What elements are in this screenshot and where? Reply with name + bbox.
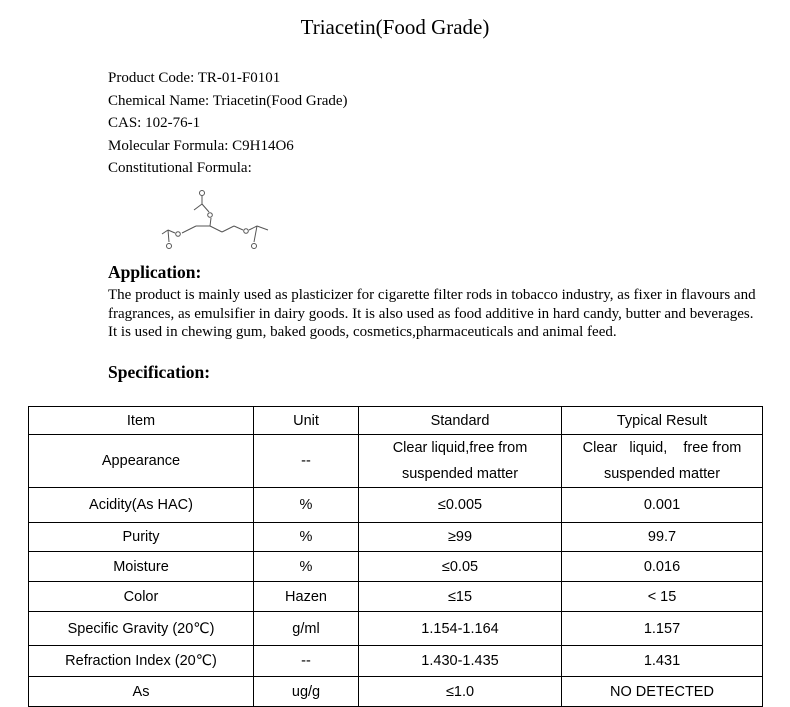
unit-cell: g/ml bbox=[254, 612, 359, 646]
unit-cell: % bbox=[254, 523, 359, 552]
table-row bbox=[29, 435, 763, 488]
item-cell: Specific Gravity (20℃) bbox=[29, 612, 254, 646]
product-code: Product Code: TR-01-F0101 bbox=[108, 70, 281, 86]
application-heading: Application: bbox=[108, 262, 202, 282]
standard-cell: 1.154-1.164 bbox=[359, 612, 562, 646]
table-row bbox=[29, 552, 763, 582]
item-cell: Moisture bbox=[29, 552, 254, 582]
unit-cell: Hazen bbox=[254, 582, 359, 612]
standard-line: Clear liquid,free from bbox=[392, 440, 528, 456]
table-row bbox=[29, 677, 763, 707]
unit-cell: % bbox=[254, 552, 359, 582]
product-info bbox=[108, 67, 348, 180]
typical-line: Clear liquid, free from bbox=[582, 440, 742, 456]
header-typical-result: Typical Result bbox=[562, 407, 763, 435]
standard-cell: ≤0.005 bbox=[359, 488, 562, 523]
standard-cell: 1.430-1.435 bbox=[359, 646, 562, 677]
typical-cell: 99.7 bbox=[562, 523, 763, 552]
table-row bbox=[29, 523, 763, 552]
standard-line: suspended matter bbox=[401, 466, 519, 482]
item-cell: Purity bbox=[29, 523, 254, 552]
item-cell: Refraction Index (20℃) bbox=[29, 646, 254, 677]
chemical-name: Chemical Name: Triacetin(Food Grade) bbox=[108, 92, 348, 109]
standard-cell: ≤1.0 bbox=[359, 677, 562, 707]
unit-cell: ug/g bbox=[254, 677, 359, 707]
header-standard: Standard bbox=[359, 407, 562, 435]
table-header-row bbox=[29, 407, 763, 435]
typical-line: suspended matter bbox=[603, 466, 721, 482]
typical-cell: 1.431 bbox=[562, 646, 763, 677]
standard-cell bbox=[359, 435, 562, 488]
item-cell: As bbox=[29, 677, 254, 707]
item-cell: Appearance bbox=[29, 435, 254, 488]
document-title: Triacetin(Food Grade) bbox=[300, 15, 490, 39]
typical-cell: NO DETECTED bbox=[562, 677, 763, 707]
header-item: Item bbox=[29, 407, 254, 435]
standard-cell: ≤15 bbox=[359, 582, 562, 612]
cas-number: CAS: 102-76-1 bbox=[108, 115, 201, 132]
specification-heading: Specification: bbox=[108, 362, 211, 382]
item-cell: Color bbox=[29, 582, 254, 612]
structural-formula-image bbox=[160, 186, 280, 256]
molecular-formula: Molecular Formula: C9H14O6 bbox=[108, 137, 294, 154]
typical-cell: 1.157 bbox=[562, 612, 763, 646]
unit-cell: % bbox=[254, 488, 359, 523]
typical-cell: < 15 bbox=[562, 582, 763, 612]
typical-cell: 0.001 bbox=[562, 488, 763, 523]
specification-table bbox=[28, 406, 763, 707]
typical-cell: 0.016 bbox=[562, 552, 763, 582]
typical-cell bbox=[562, 435, 763, 488]
table-row bbox=[29, 612, 763, 646]
unit-cell: -- bbox=[254, 646, 359, 677]
header-unit: Unit bbox=[254, 407, 359, 435]
table-row bbox=[29, 582, 763, 612]
standard-cell: ≤0.05 bbox=[359, 552, 562, 582]
standard-cell: ≥99 bbox=[359, 523, 562, 552]
unit-cell: -- bbox=[254, 435, 359, 488]
table-row bbox=[29, 488, 763, 523]
application-text: The product is mainly used as plasticizer for cigarette filter rods in tobacco industry, as fixer in flavours and fragrances, as emulsifier in dairy goods. It is also used as food additive in hard candy, butter and beverages. It is used in chewing gum, baked goods, cosmetics,pharmaceuticals and animal feed. bbox=[108, 287, 756, 340]
constitutional-formula-label: Constitutional Formula: bbox=[108, 160, 252, 177]
item-cell: Acidity(As HAC) bbox=[29, 488, 254, 523]
table-row bbox=[29, 646, 763, 677]
